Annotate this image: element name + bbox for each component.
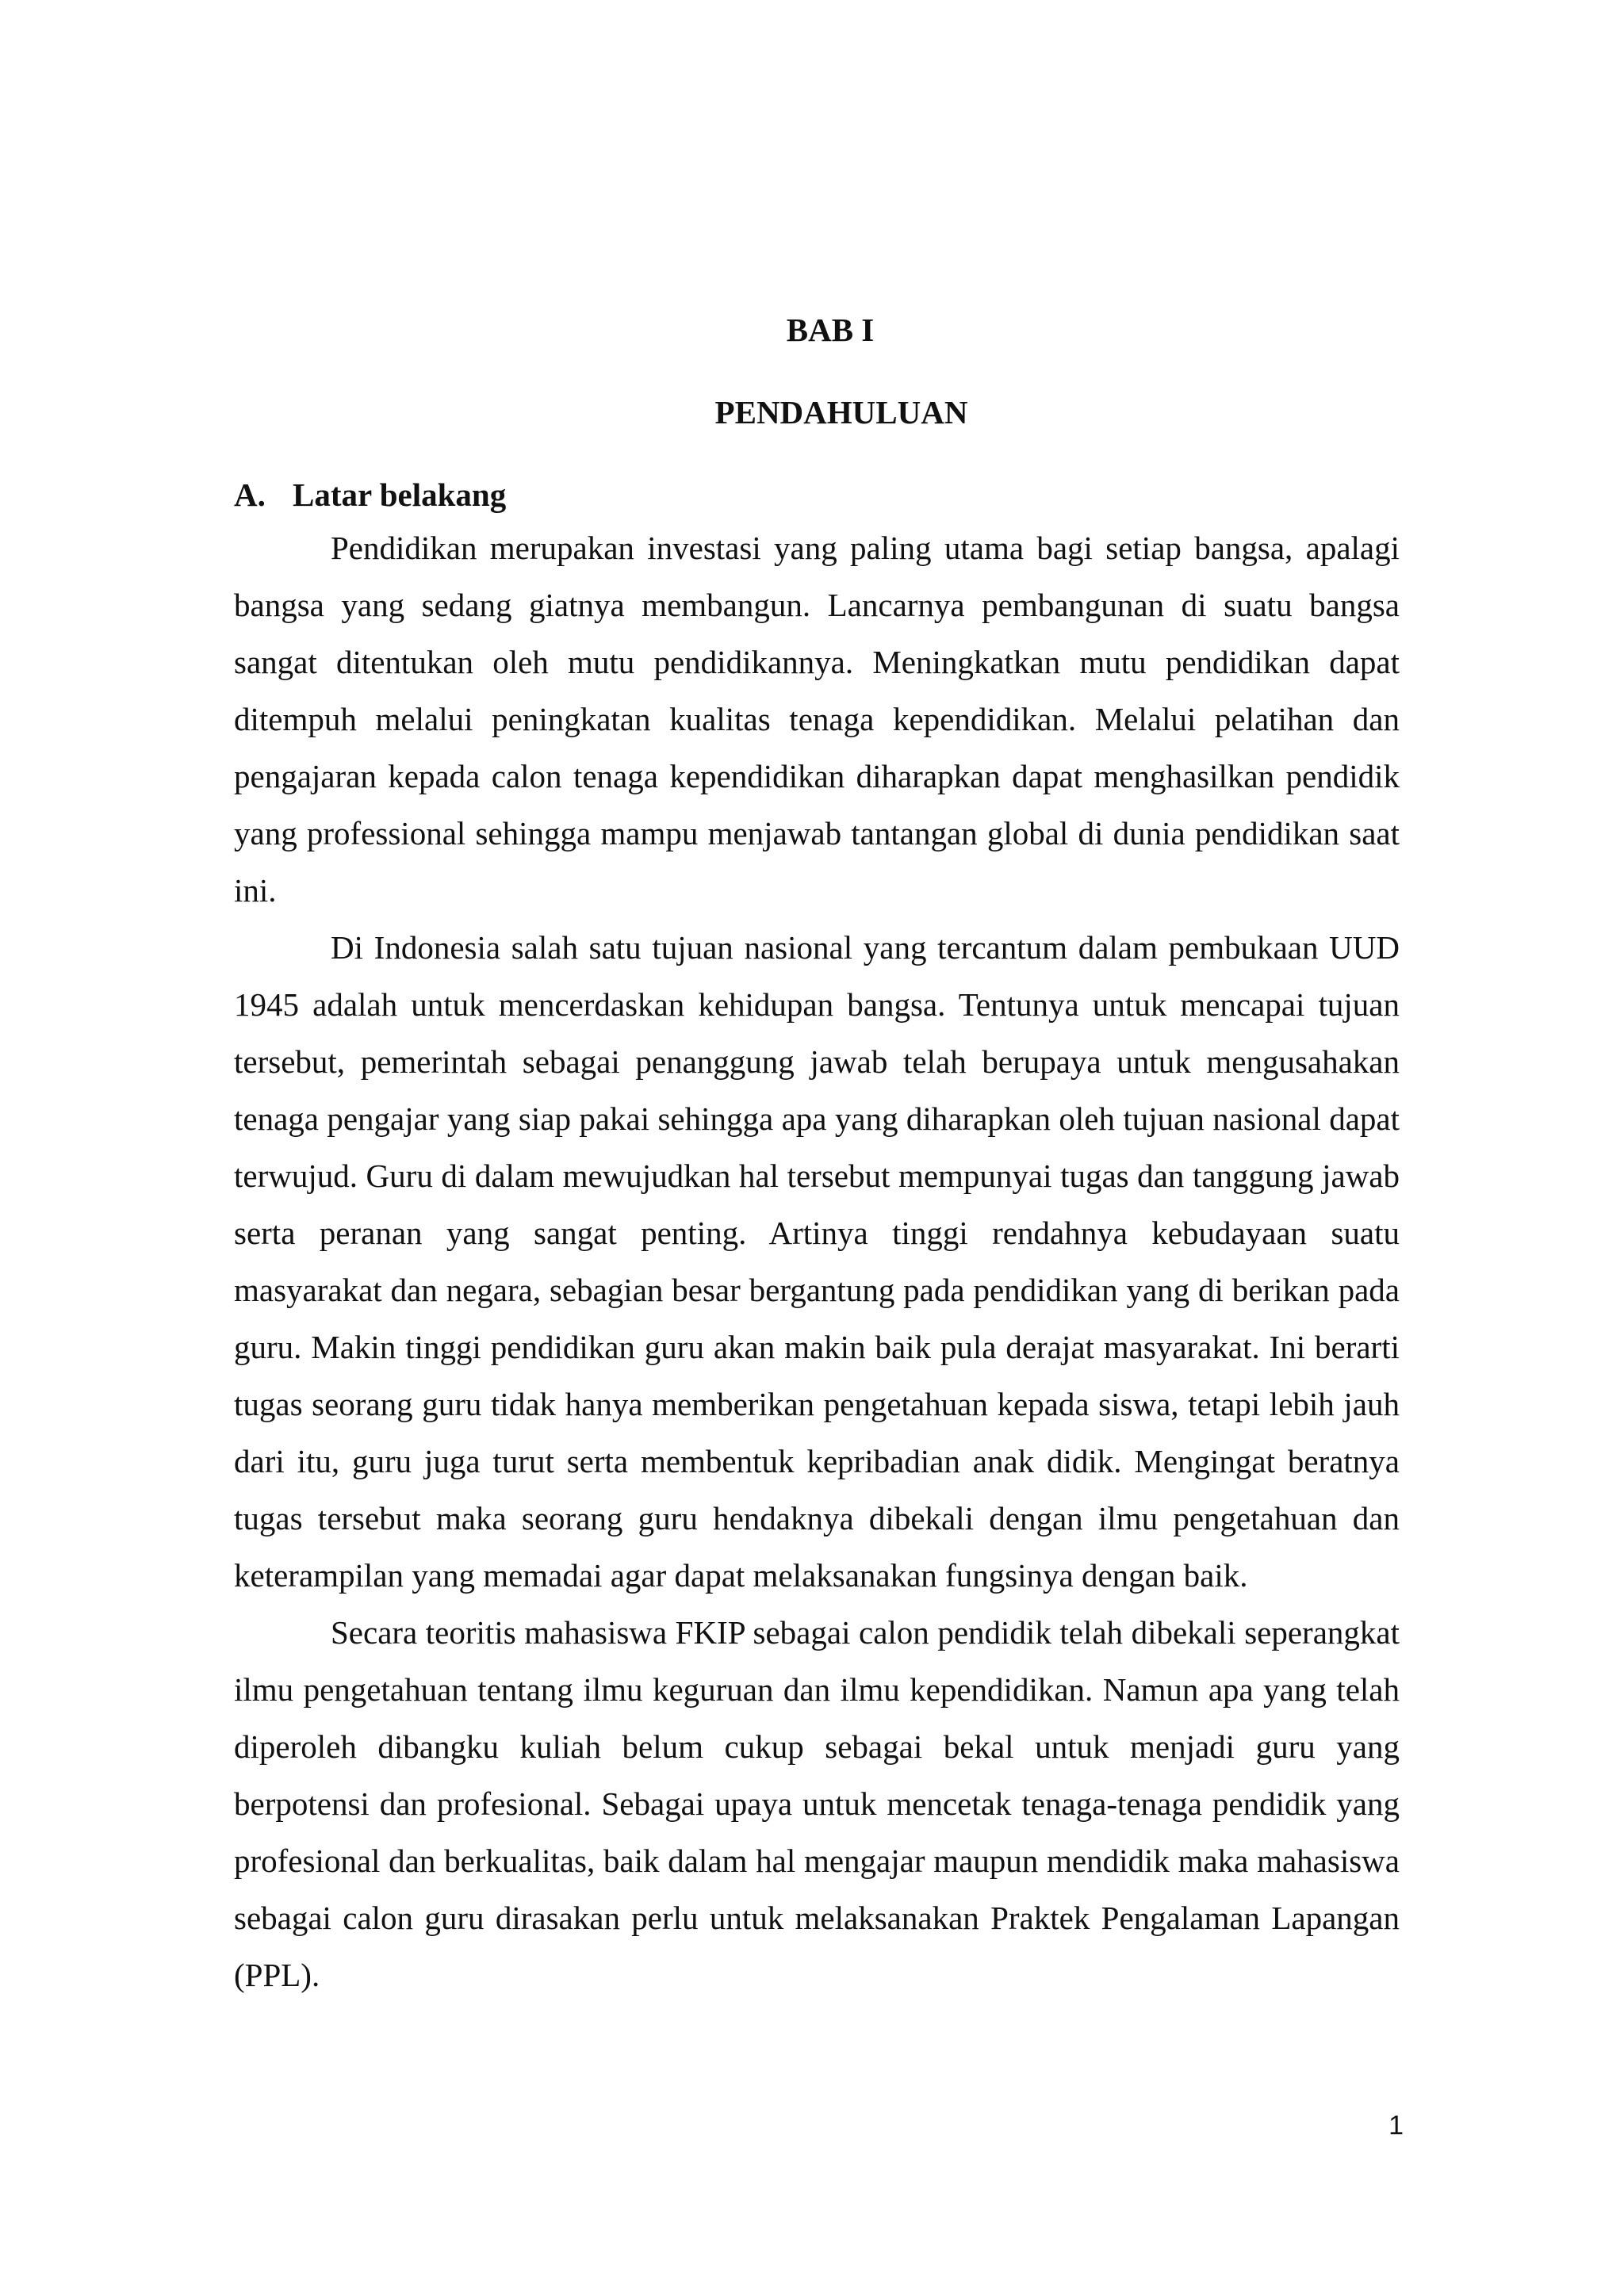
paragraph: Pendidikan merupakan investasi yang paling utama bagi setiap bangsa, apalagi bangsa yang sedang giatnya membangun. Lancarnya pembangunan di suatu bangsa sangat ditentukan oleh mutu pendidikannya. Meningkatkan mutu pendidikan dapat ditempuh melalui peningkatan kualitas tenaga kependidikan. Melalui pelatihan dan pengajaran kepada calon tenaga kependidikan diharapkan dapat menghasilkan pendidik yang professional sehingga mampu menjawab tantangan global di dunia pendidikan saat ini.	[234, 530, 1400, 909]
section-title: Latar belakang	[293, 476, 507, 513]
chapter-heading: BAB I	[786, 312, 875, 348]
paragraph: Secara teoritis mahasiswa FKIP sebagai calon pendidik telah dibekali seperangkat ilmu pengetahuan tentang ilmu keguruan dan ilmu kependidikan. Namun apa yang telah diperoleh dibangku kuliah belum cukup sebagai bekal untuk menjadi guru yang berpotensi dan profesional. Sebagai upaya untuk mencetak tenaga-tenaga pendidik yang profesional dan berkualitas, baik dalam hal mengajar maupun mendidik maka mahasiswa sebagai calon guru dirasakan perlu untuk melaksanakan Praktek Pengalaman Lapangan (PPL).	[234, 1614, 1400, 1993]
section-number: A.	[234, 476, 266, 513]
section-heading	[234, 476, 507, 513]
chapter-title: PENDAHULUAN	[714, 394, 968, 430]
paragraph: Di Indonesia salah satu tujuan nasional yang tercantum dalam pembukaan UUD 1945 adalah untuk mencerdaskan kehidupan bangsa. Tentunya untuk mencapai tujuan tersebut, pemerintah sebagai penanggung jawab telah berupaya untuk mengusahakan tenaga pengajar yang siap pakai sehingga apa yang diharapkan oleh tujuan nasional dapat terwujud. Guru di dalam mewujudkan hal tersebut mempunyai tugas dan tanggung jawab serta peranan yang sangat penting. Artinya tinggi rendahnya kebudayaan suatu masyarakat dan negara, sebagian besar bergantung pada pendidikan yang di berikan pada guru. Makin tinggi pendidikan guru akan makin baik pula derajat masyarakat. Ini berarti tugas seorang guru tidak hanya memberikan pengetahuan kepada siswa, tetapi lebih jauh dari itu, guru juga turut serta membentuk kepribadian anak didik. Mengingat beratnya tugas tersebut maka seorang guru hendaknya dibekali dengan ilmu pengetahuan dan keterampilan yang memadai agar dapat melaksanakan fungsinya dengan baik.	[234, 929, 1400, 1594]
body-text	[234, 519, 1400, 2003]
page-number: 1	[1388, 2110, 1404, 2141]
